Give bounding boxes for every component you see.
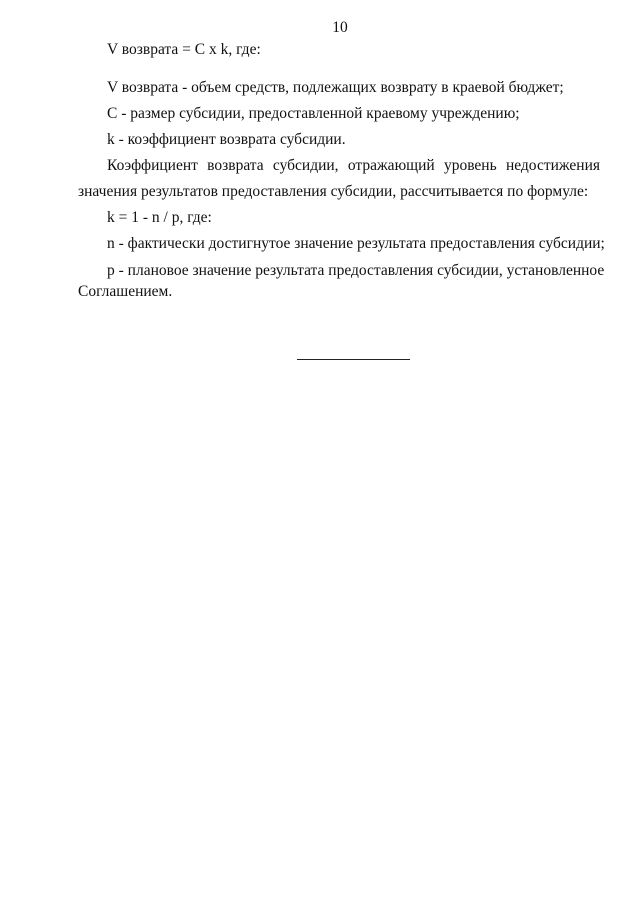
- formula-k: k = 1 - n / p, где:: [107, 209, 212, 226]
- definition-n: n - фактически достигнутое значение результата предоставления субсидии;: [107, 235, 605, 252]
- formula-v-return: V возврата = C x k, где:: [107, 41, 261, 58]
- end-separator-line: [297, 359, 410, 360]
- page-number: 10: [332, 19, 348, 36]
- definition-c: C - размер субсидии, предоставленной краевому учреждению;: [107, 105, 520, 122]
- paragraph-coefficient-line-1: Коэффициент возврата субсидии, отражающий уровень недостижения: [107, 157, 600, 174]
- definition-p-line-2: Соглашением.: [78, 283, 173, 300]
- definition-p-line-1: p - плановое значение результата предоставления субсидии, установленное: [107, 262, 605, 279]
- paragraph-coefficient-line-2: значения результатов предоставления субсидии, рассчитывается по формуле:: [78, 183, 589, 200]
- definition-k: k - коэффициент возврата субсидии.: [107, 131, 346, 148]
- definition-v-return: V возврата - объем средств, подлежащих возврату в краевой бюджет;: [107, 79, 564, 96]
